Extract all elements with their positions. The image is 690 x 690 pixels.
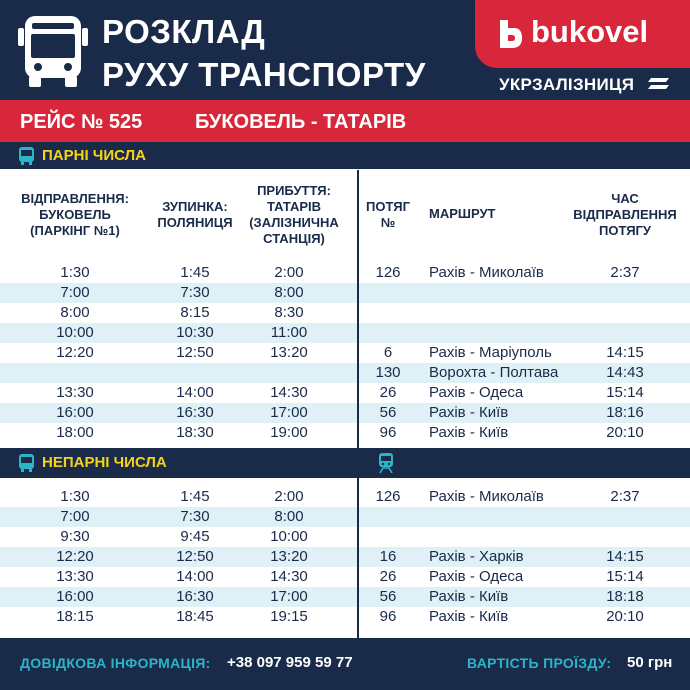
section-label-even: ПАРНІ ЧИСЛА (42, 147, 146, 164)
info-phone: +38 097 959 59 77 (227, 654, 353, 671)
table-row: 10:00 10:30 11:00 (0, 323, 690, 343)
route-number: РЕЙС № 525 (20, 111, 143, 133)
section-bar-odd (0, 448, 690, 478)
bus-icon (18, 147, 35, 165)
section-label-odd: НЕПАРНІ ЧИСЛА (42, 454, 167, 471)
table-row: 12:20 12:50 13:20 16 Рахів - Харків 14:15 (0, 547, 690, 567)
table-row: 7:00 7:30 8:00 (0, 283, 690, 303)
title-line-2: РУХУ ТРАНСПОРТУ (102, 56, 426, 93)
info-label: ДОВІДКОВА ІНФОРМАЦІЯ: (20, 655, 211, 671)
column-header-route: МАРШРУТ (429, 206, 496, 221)
brand-name: bukovel (531, 14, 649, 49)
table-row: 12:20 12:50 13:20 6 Рахів - Маріуполь 14:15 (56, 344, 644, 361)
title-line-1: РОЗКЛАД (102, 13, 266, 50)
column-header-train-time: ЧАС ВІДПРАВЛЕННЯ ПОТЯГУ (573, 191, 677, 238)
route-name: БУКОВЕЛЬ - ТАТАРІВ (195, 111, 407, 133)
table-row: 130 Ворохта - Полтава 14:43 (0, 363, 690, 383)
column-header-train: ПОТЯГ № (366, 199, 410, 230)
column-header-stop: ЗУПИНКА: ПОЛЯНИЦЯ (157, 199, 233, 230)
table-row: 1:30 1:45 2:00 126 Рахів - Миколаїв 2:37 (60, 264, 640, 281)
column-divider (357, 170, 359, 448)
column-divider (357, 448, 359, 638)
table-row: 7:00 7:30 8:00 (0, 507, 690, 527)
table-row: 13:30 14:00 14:30 26 Рахів - Одеса 15:14 (56, 568, 644, 585)
partner-name: УКРЗАЛІЗНИЦЯ (499, 75, 635, 94)
price-value: 50 грн (627, 654, 673, 671)
bus-icon (18, 14, 88, 88)
table-row: 1:30 1:45 2:00 126 Рахів - Миколаїв 2:37 (60, 488, 640, 505)
column-header-departure: ВІДПРАВЛЕННЯ: БУКОВЕЛЬ (ПАРКІНГ №1) (21, 191, 129, 238)
table-row: 16:00 16:30 17:00 56 Рахів - Київ 18:16 (0, 403, 690, 423)
table-row: 18:00 18:30 19:00 96 Рахів - Київ 20:10 (56, 424, 644, 441)
table-row: 9:30 9:45 10:00 (60, 528, 308, 545)
bus-icon (18, 454, 35, 472)
price-label: ВАРТІСТЬ ПРОЇЗДУ: (467, 655, 612, 671)
table-row: 16:00 16:30 17:00 56 Рахів - Київ 18:18 (0, 587, 690, 607)
bukovel-logo-icon (497, 18, 523, 50)
column-header-arrival: ПРИБУТТЯ: ТАТАРІВ (ЗАЛІЗНИЧНА СТАНЦІЯ) (249, 183, 339, 246)
page-title (102, 10, 426, 96)
train-icon (377, 453, 395, 473)
ukrzaliznytsia-logo-icon (647, 77, 669, 91)
table-row: 13:30 14:00 14:30 26 Рахів - Одеса 15:14 (56, 384, 644, 401)
table-row: 8:00 8:15 8:30 (60, 304, 304, 321)
section-bar-even (0, 142, 690, 169)
table-row: 18:15 18:45 19:15 96 Рахів - Київ 20:10 (56, 608, 644, 625)
